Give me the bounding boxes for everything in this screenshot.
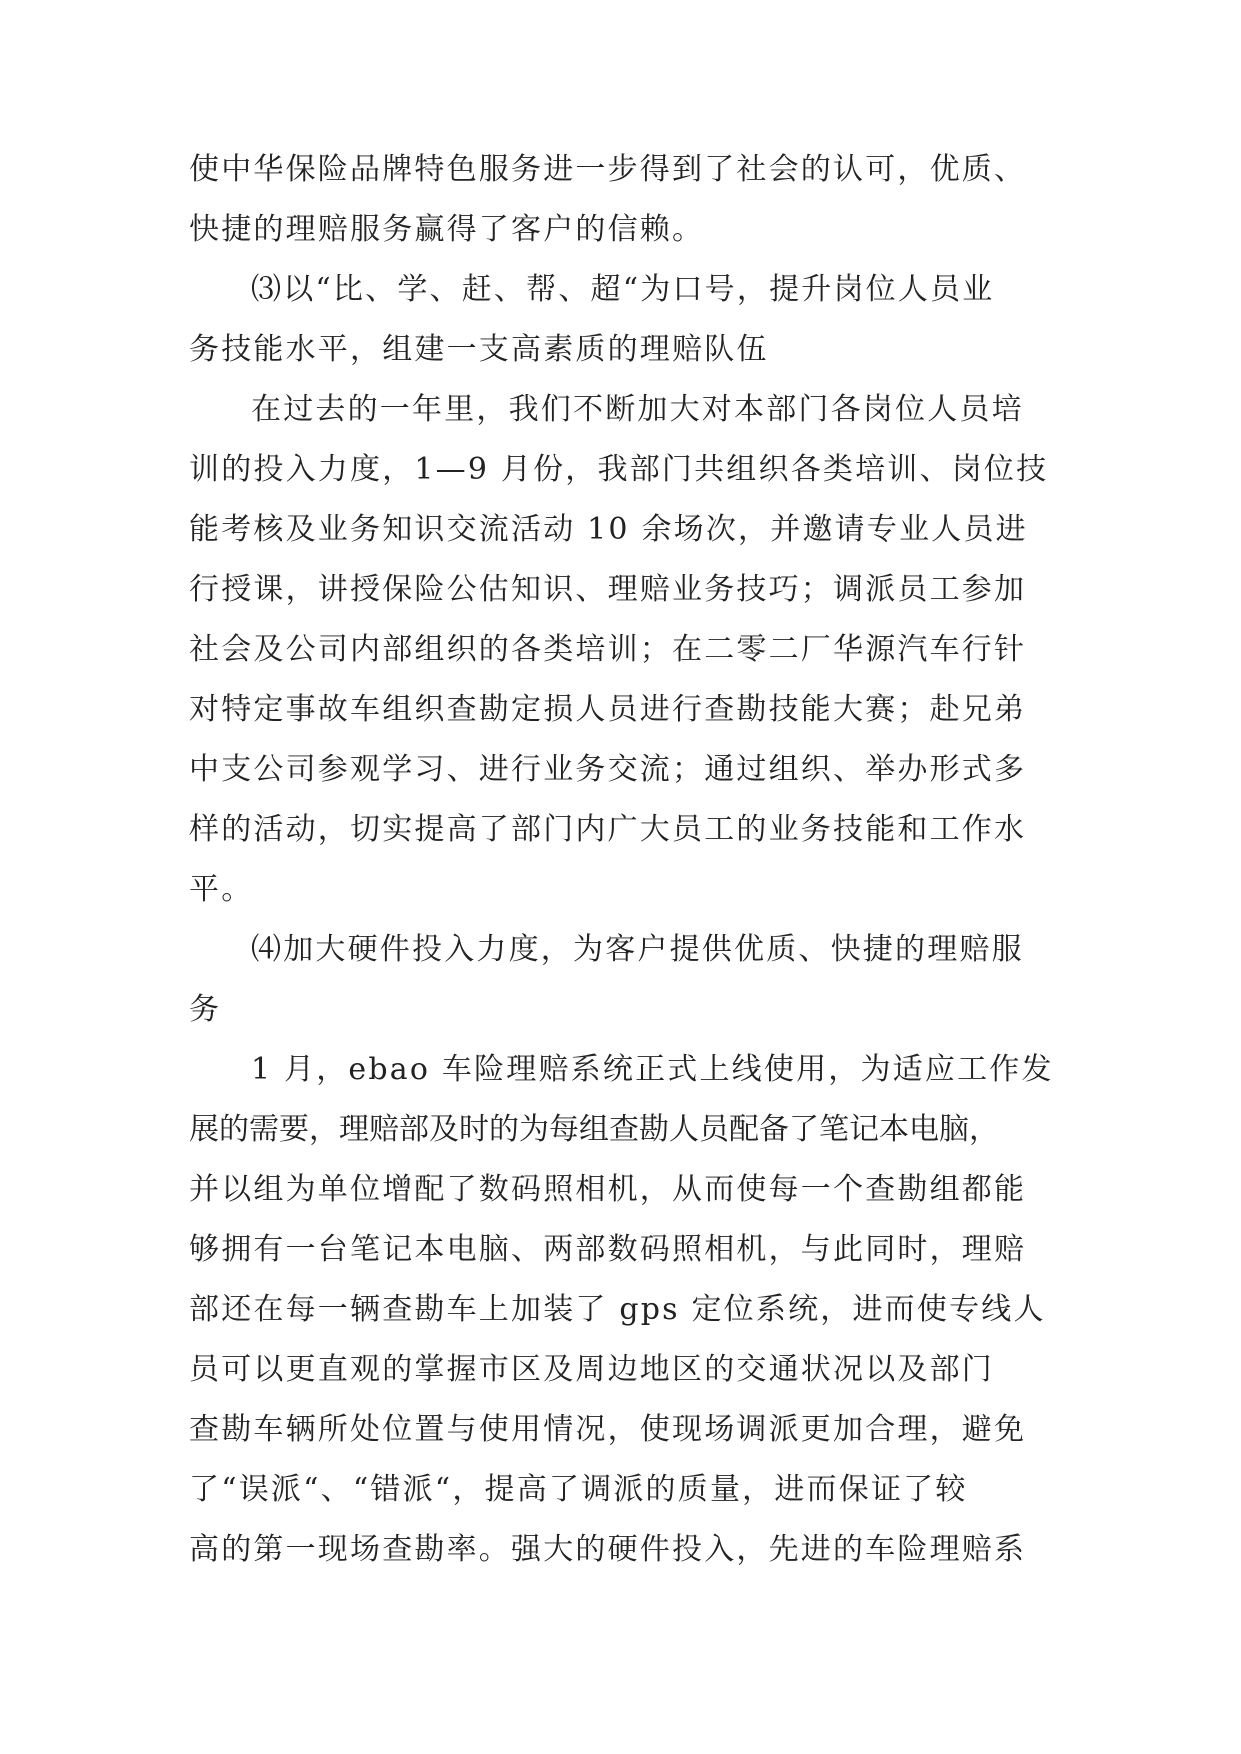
section-heading-line: ⑷加大硬件投入力度，为客户提供优质、快捷的理赔服 xyxy=(251,932,1024,967)
text-line: 了“误派“、“错派“，提高了调派的质量，进而保证了较 xyxy=(189,1472,968,1507)
text-line: 快捷的理赔服务赢得了客户的信赖。 xyxy=(189,212,705,247)
text-line: 能考核及业务知识交流活动 10 余场次，并邀请专业人员进 xyxy=(189,512,1028,547)
text-line: 1 月，ebao 车险理赔系统正式上线使用，为适应工作发 xyxy=(251,1052,1054,1087)
section-heading-line: 务技能水平，组建一支高素质的理赔队伍 xyxy=(189,332,769,367)
section-heading-line: ⑶以“比、学、赶、帮、超“为口号，提升岗位人员业 xyxy=(251,272,995,307)
text-line: 使中华保险品牌特色服务进一步得到了社会的认可，优质、 xyxy=(189,152,1027,187)
text-line: 社会及公司内部组织的各类培训；在二零二厂华源汽车行针 xyxy=(189,632,1027,667)
text-line: 对特定事故车组织查勘定损人员进行查勘技能大赛；赴兄弟 xyxy=(189,692,1027,727)
text-line: 并以组为单位增配了数码照相机，从而使每一个查勘组都能 xyxy=(189,1172,1027,1207)
text-line: 训的投入力度，1—9 月份，我部门共组织各类培训、岗位技 xyxy=(189,452,1049,487)
text-line: 高的第一现场查勘率。强大的硬件投入，先进的车险理赔系 xyxy=(189,1532,1027,1567)
document-body xyxy=(189,140,1054,1580)
text-line: 样的活动，切实提高了部门内广大员工的业务技能和工作水 xyxy=(189,812,1027,847)
text-line: 在过去的一年里，我们不断加大对本部门各岗位人员培 xyxy=(251,392,1024,427)
text-line: 查勘车辆所处位置与使用情况，使现场调派更加合理，避免 xyxy=(189,1412,1027,1447)
text-line: 够拥有一台笔记本电脑、两部数码照相机，与此同时，理赔 xyxy=(189,1232,1027,1267)
text-line: 行授课，讲授保险公估知识、理赔业务技巧；调派员工参加 xyxy=(189,572,1027,607)
text-line: 平。 xyxy=(189,872,254,907)
text-line: 部还在每一辆查勘车上加装了 gps 定位系统，进而使专线人 xyxy=(189,1292,1046,1327)
text-line: 员可以更直观的掌握市区及周边地区的交通状况以及部门 xyxy=(189,1352,994,1387)
text-line: 展的需要，理赔部及时的为每组查勘人员配备了笔记本电脑， xyxy=(189,1112,999,1147)
section-heading-line: 务 xyxy=(189,992,222,1027)
text-line: 中支公司参观学习、进行业务交流；通过组织、举办形式多 xyxy=(189,752,1027,787)
